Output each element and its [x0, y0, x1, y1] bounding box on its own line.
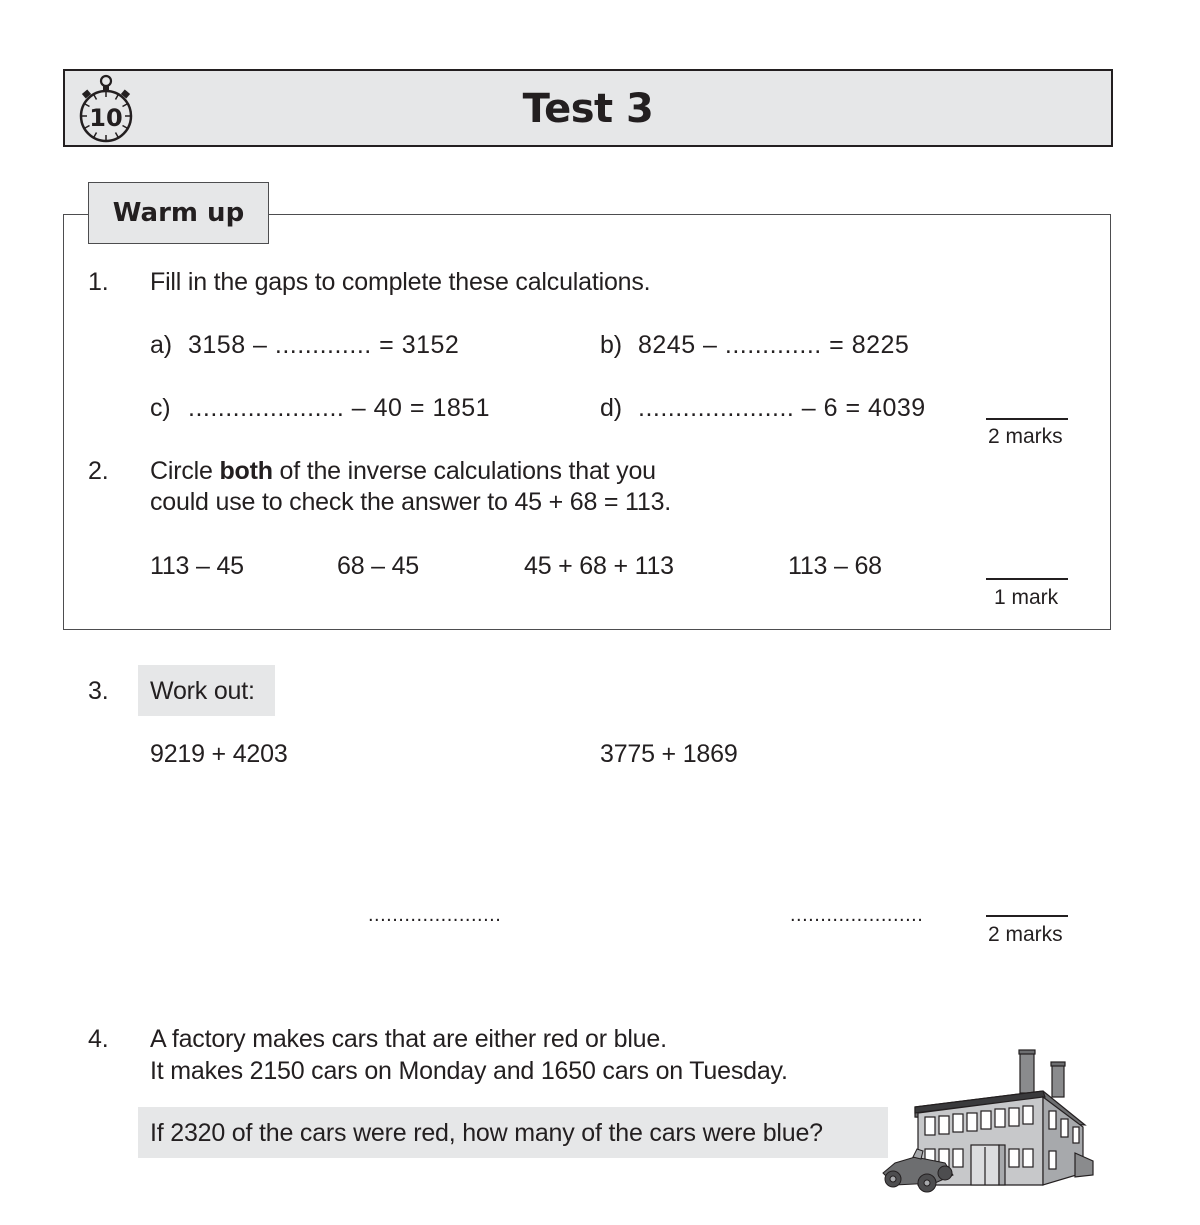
q1-part-a-label: a)	[150, 331, 172, 359]
question-2-prompt-line2: could use to check the answer to 45 + 68 = 113.	[150, 488, 672, 516]
question-4-line-2: It makes 2150 cars on Monday and 1650 cars on Tuesday.	[150, 1057, 788, 1085]
q1-part-c-label: c)	[150, 394, 171, 422]
q1-part-c[interactable]: ..................... – 40 = 1851	[188, 394, 491, 422]
title-banner	[63, 69, 1113, 147]
q2-prompt-start: Circle	[150, 457, 220, 485]
q1-part-b[interactable]: 8245 – ............. = 8225	[638, 331, 910, 359]
q2-prompt-emphasis: both	[219, 457, 273, 485]
q2-marks: 1 mark	[994, 586, 1059, 609]
q2-option[interactable]: 113 – 45	[150, 552, 244, 580]
q1-marks-line	[986, 418, 1068, 420]
q1-part-d-label: d)	[600, 394, 622, 422]
warmup-tab	[88, 182, 269, 244]
question-4-box	[138, 1107, 888, 1158]
q1-marks: 2 marks	[988, 425, 1063, 448]
question-1-number: 1.	[88, 268, 109, 296]
q2-option[interactable]: 68 – 45	[337, 552, 420, 580]
timer-minutes: 10	[89, 104, 123, 132]
q1-part-d[interactable]: ..................... – 6 = 4039	[638, 394, 926, 422]
q2-option[interactable]: 113 – 68	[788, 552, 882, 580]
q2-prompt-end: of the inverse calculations that you	[272, 457, 656, 485]
q2-option[interactable]: 45 + 68 + 113	[524, 552, 674, 580]
question-3-number: 3.	[88, 677, 109, 705]
question-4-question: If 2320 of the cars were red, how many of the cars were blue?	[150, 1119, 823, 1147]
question-3-prompt-box	[138, 665, 275, 716]
q2-marks-line	[986, 578, 1068, 580]
q3-sum-2: 3775 + 1869	[600, 740, 738, 768]
q1-part-a[interactable]: 3158 – ............. = 3152	[188, 331, 460, 359]
q3-marks-line	[986, 915, 1068, 917]
warmup-heading: Warm up	[112, 198, 245, 228]
question-2-prompt	[150, 456, 656, 486]
q3-sum-1: 9219 + 4203	[150, 740, 288, 768]
q3-answer-2[interactable]: ......................	[790, 904, 924, 926]
page-title: Test 3	[522, 86, 654, 132]
question-3-prompt: Work out:	[150, 677, 255, 705]
q1-part-b-label: b)	[600, 331, 622, 359]
question-4-line-1: A factory makes cars that are either red or blue.	[150, 1025, 667, 1053]
q3-answer-1[interactable]: ......................	[368, 904, 502, 926]
question-4-number: 4.	[88, 1025, 109, 1053]
factory-illustration	[875, 1045, 1100, 1195]
q3-marks: 2 marks	[988, 923, 1063, 946]
question-1-prompt: Fill in the gaps to complete these calculations.	[150, 268, 651, 296]
question-2-number: 2.	[88, 457, 109, 485]
